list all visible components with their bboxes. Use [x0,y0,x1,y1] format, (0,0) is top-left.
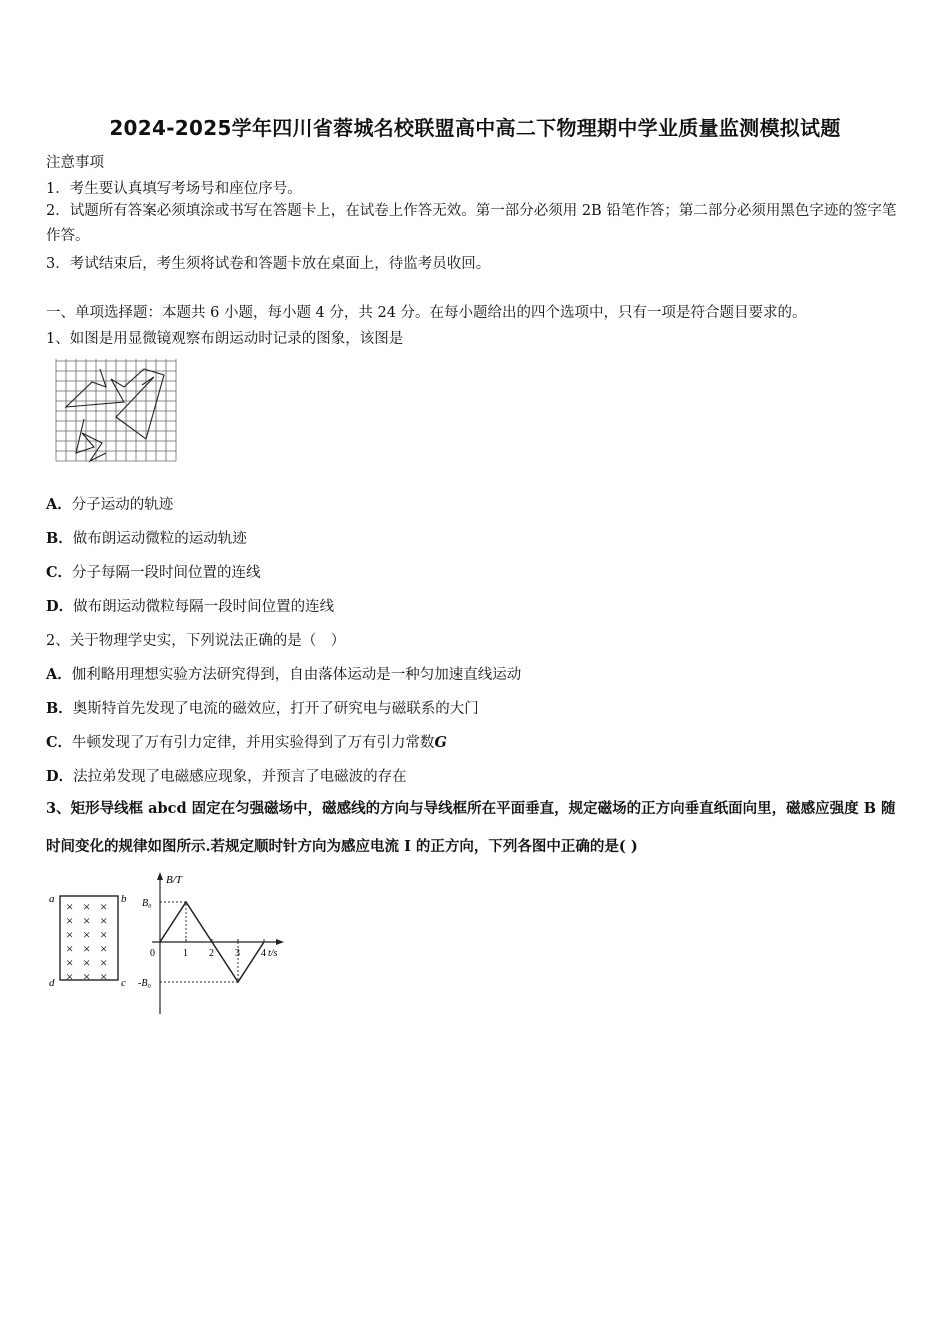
field-mark: × [83,913,91,928]
notice-item-2: 2．试题所有答案必须填涂或书写在答题卡上，在试卷上作答无效。第一部分必须用 2B 铅笔作答；第二部分必须用黑色字迹的签字笔作答。 [46,203,897,244]
x-tick-label: 2 [209,948,214,959]
y-tick-label: B₀ [142,898,152,909]
section-heading: 一、单项选择题：本题共 6 小题，每小题 4 分，共 24 分。在每小题给出的四个选项中，只有一项是符合题目要求的。 [46,305,807,321]
x-tick-label: 4 [261,948,266,959]
option-text: 法拉弟发现了电磁感应现象，并预言了电磁波的存在 [73,769,407,785]
field-mark: × [83,969,91,984]
b-t-graph [138,868,288,1018]
corner-label-c: c [121,977,126,989]
field-mark: × [83,927,91,942]
field-mark: × [100,941,108,956]
field-mark: × [83,955,91,970]
wire-frame-figure [46,888,132,992]
q2-option-b[interactable] [46,697,479,718]
brownian-path-lower [76,419,106,461]
brownian-motion-figure [54,357,180,465]
field-mark: × [66,955,74,970]
q2-stem: 2、关于物理学史实，下列说法正确的是（ ） [46,633,346,649]
field-mark: × [100,913,108,928]
q2-option-d[interactable] [46,765,407,786]
x-tick-label: 3 [235,948,240,959]
q1-option-a[interactable] [46,493,173,514]
page-title: 2024-2025学年四川省蓉城名校联盟高中高二下物理期中学业质量监测模拟试题 [109,116,841,140]
option-letter: B． [46,700,73,717]
field-mark: × [66,941,74,956]
q3-stem: 3、矩形导线框 abcd 固定在匀强磁场中，磁感线的方向与导线框所在平面垂直，规定磁场的正方向垂直纸面向里，磁感应强度 B 随时间变化的规律如图所示.若规定顺时针方向为感应电流 I 的正方向，下列各图中正确的是( ) [46,800,896,855]
field-mark: × [100,927,108,942]
q1-option-c[interactable] [46,561,261,582]
field-mark: × [83,941,91,956]
notice-heading: 注意事项 [46,155,104,171]
corner-label-d: d [49,977,55,989]
field-mark: × [100,955,108,970]
q1-option-b[interactable] [46,527,247,548]
option-text: 做布朗运动微粒的运动轨迹 [72,531,247,547]
field-mark: × [83,899,91,914]
gravitational-constant-symbol: G [434,734,447,751]
q2-option-c[interactable] [46,731,447,752]
option-letter: A． [46,496,72,513]
option-text: 做布朗运动微粒每隔一段时间位置的连线 [73,599,335,615]
corner-label-a: a [49,893,55,905]
option-letter: B． [46,530,73,547]
option-letter: D． [46,768,74,785]
x-tick-label: 1 [183,948,188,959]
y-axis-label: B/T [166,874,182,886]
q1-stem: 1、如图是用显微镜观察布朗运动时记录的图象，该图是 [46,331,404,347]
option-text: 牛顿发现了万有引力定律，并用实验得到了万有引力常数 [72,735,435,751]
option-letter: D． [46,598,74,615]
q2-option-a[interactable] [46,663,521,684]
option-text: 伽利略用理想实验方法研究得到，自由落体运动是一种匀加速直线运动 [71,667,522,683]
option-letter: A． [46,666,72,683]
y-tick-label: -B₀ [138,978,151,989]
x-axis-label: t/s [268,948,278,959]
notice-item-1: 1．考生要认真填写考场号和座位序号。 [46,181,302,197]
notice-item-3: 3．考试结束后，考生须将试卷和答题卡放在桌面上，待监考员收回。 [46,256,491,272]
field-mark: × [66,913,74,928]
field-mark: × [100,899,108,914]
y-axis-arrow [157,872,163,880]
x-axis-arrow [276,939,284,945]
field-mark: × [66,899,74,914]
option-letter: C． [46,564,73,581]
option-letter: C． [46,734,73,751]
brownian-path-upper [66,369,164,439]
corner-label-b: b [121,893,127,905]
origin-label: 0 [150,948,155,959]
q1-option-d[interactable] [46,595,334,616]
option-text: 奥斯特首先发现了电流的磁效应，打开了研究电与磁联系的大门 [72,701,479,717]
field-mark: × [66,969,74,984]
field-mark: × [100,969,108,984]
option-text: 分子运动的轨迹 [71,497,174,513]
field-mark: × [66,927,74,942]
option-text: 分子每隔一段时间位置的连线 [72,565,261,581]
